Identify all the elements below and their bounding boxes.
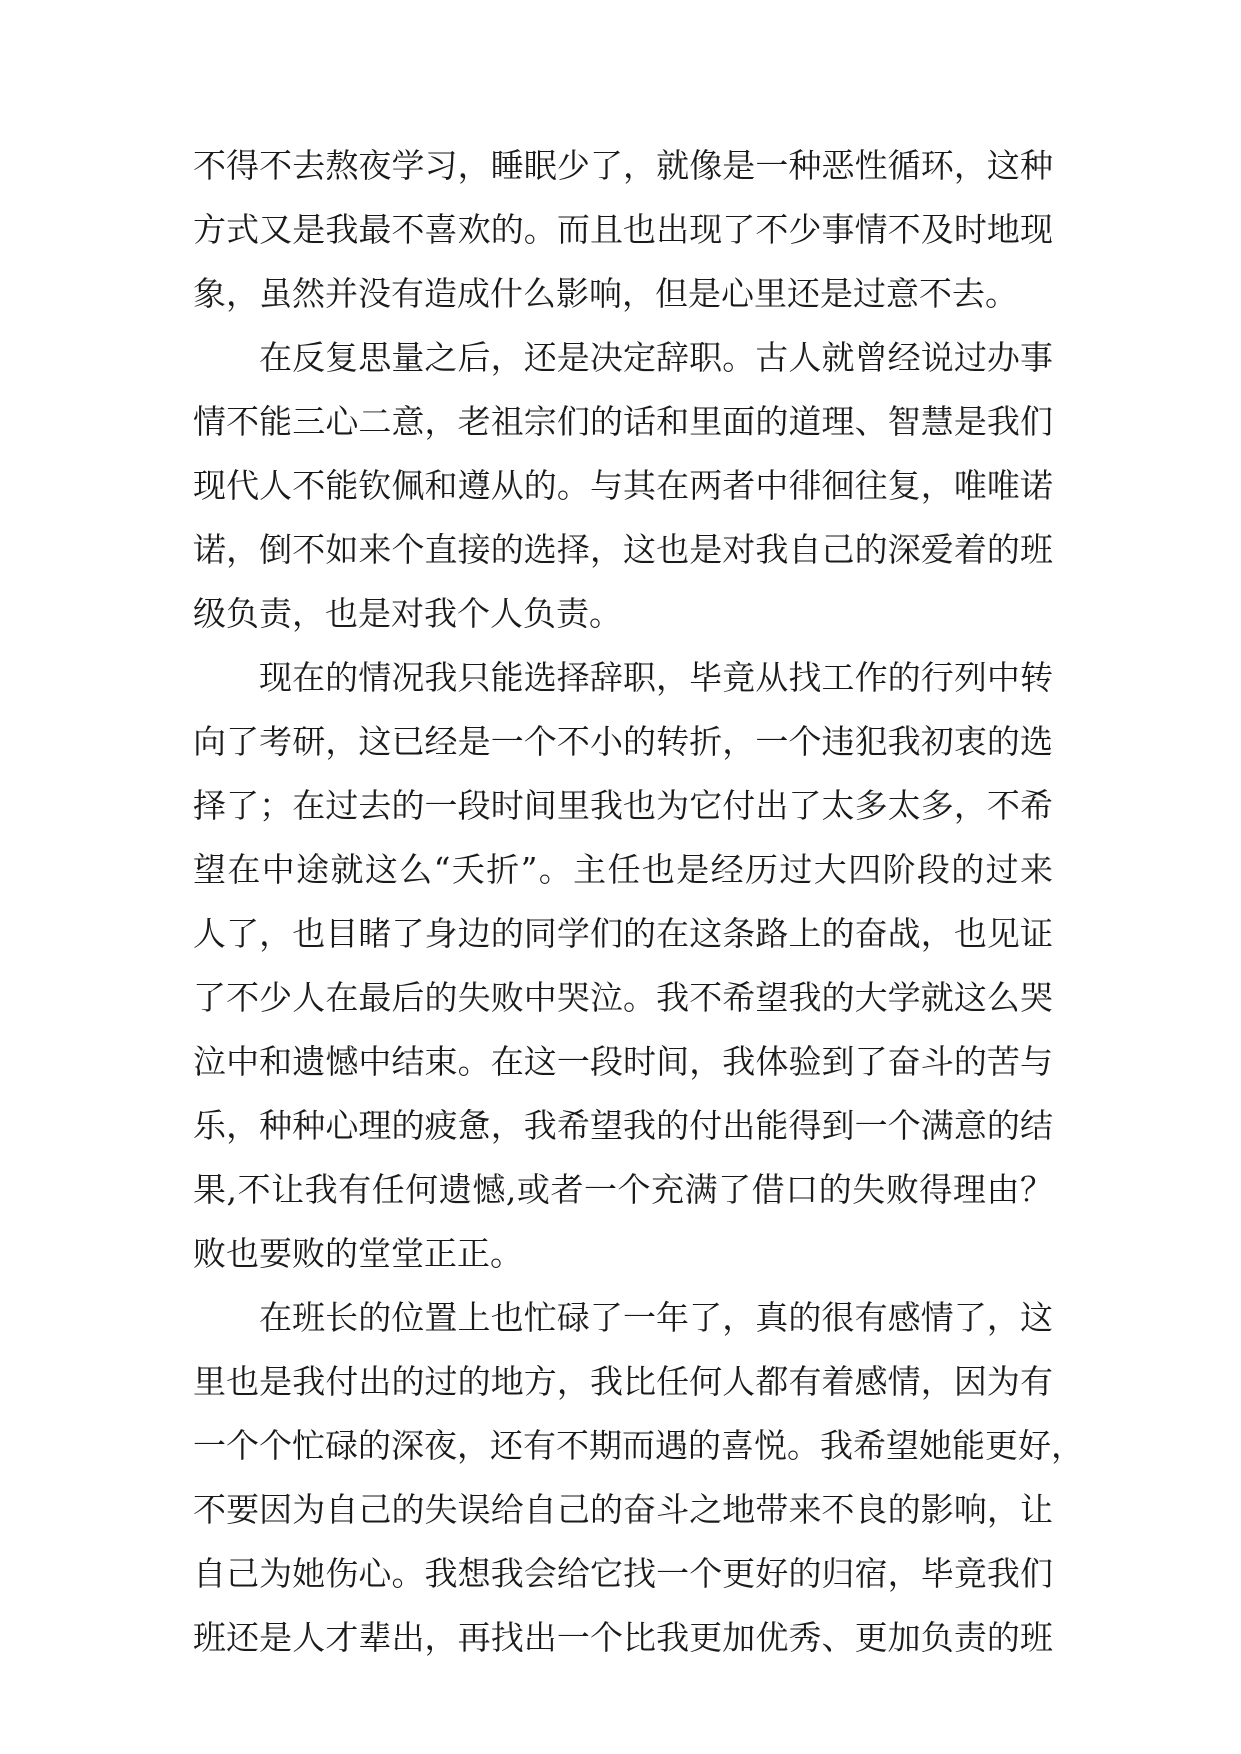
text-line-12: 望在中途就这么“夭折”。主任也是经历过大四阶段的过来	[193, 850, 1053, 889]
text-line-18: 败也要败的堂堂正正。	[193, 1234, 523, 1273]
text-line-1: 不得不去熬夜学习，睡眠少了，就像是一种恶性循环，这种	[193, 146, 1053, 185]
text-line-11: 择了；在过去的一段时间里我也为它付出了太多太多，不希	[193, 786, 1053, 825]
text-line-5: 情不能三心二意，老祖宗们的话和里面的道理、智慧是我们	[193, 402, 1053, 441]
text-line-22: 不要因为自己的失误给自己的奋斗之地带来不良的影响，让	[193, 1490, 1053, 1529]
text-line-13: 人了，也目睹了身边的同学们的在这条路上的奋战，也见证	[193, 914, 1053, 953]
text-line-7: 诺，倒不如来个直接的选择，这也是对我自己的深爱着的班	[193, 530, 1053, 569]
text-line-15: 泣中和遗憾中结束。在这一段时间，我体验到了奋斗的苦与	[193, 1042, 1053, 1081]
text-line-19: 在班长的位置上也忙碌了一年了，真的很有感情了，这	[259, 1298, 1053, 1337]
text-line-10: 向了考研，这已经是一个不小的转折，一个违犯我初衷的选	[193, 722, 1053, 761]
text-line-4: 在反复思量之后，还是决定辞职。古人就曾经说过办事	[259, 338, 1053, 377]
text-line-14: 了不少人在最后的失败中哭泣。我不希望我的大学就这么哭	[193, 978, 1053, 1017]
text-line-23: 自己为她伤心。我想我会给它找一个更好的归宿，毕竟我们	[193, 1554, 1053, 1593]
text-line-6: 现代人不能钦佩和遵从的。与其在两者中徘徊往复，唯唯诺	[193, 466, 1053, 505]
text-line-16: 乐，种种心理的疲惫，我希望我的付出能得到一个满意的结	[193, 1106, 1053, 1145]
text-line-3: 象，虽然并没有造成什么影响，但是心里还是过意不去。	[193, 274, 1018, 313]
text-line-21: 一个个忙碌的深夜，还有不期而遇的喜悦。我希望她能更好，	[193, 1426, 1084, 1465]
text-line-20: 里也是我付出的过的地方，我比任何人都有着感情，因为有	[193, 1362, 1053, 1401]
text-line-17: 果,不让我有任何遗憾,或者一个充满了借口的失败得理由？	[193, 1170, 1053, 1209]
text-line-8: 级负责，也是对我个人负责。	[193, 594, 622, 633]
text-line-2: 方式又是我最不喜欢的。而且也出现了不少事情不及时地现	[193, 210, 1053, 249]
text-line-24: 班还是人才辈出，再找出一个比我更加优秀、更加负责的班	[193, 1618, 1053, 1657]
text-line-9: 现在的情况我只能选择辞职，毕竟从找工作的行列中转	[259, 658, 1053, 697]
